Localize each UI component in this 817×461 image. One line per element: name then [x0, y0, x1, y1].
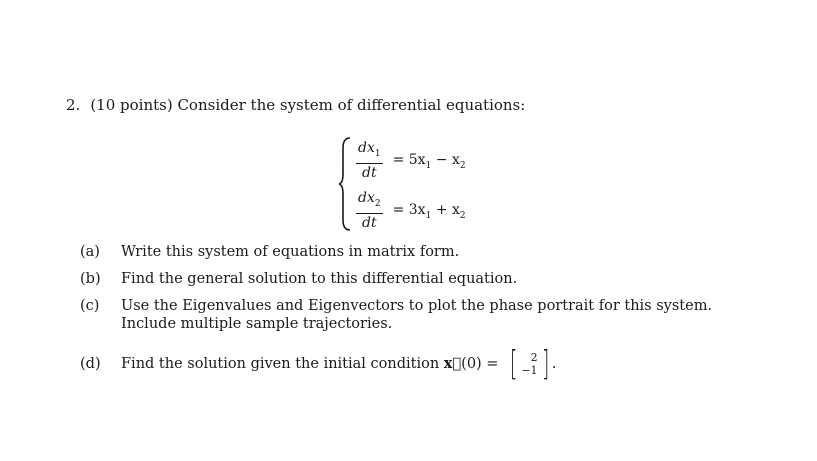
- part-text: Find the general solution to this differential equation.: [121, 271, 518, 287]
- part-label: (c): [80, 298, 100, 314]
- left-brace-icon: [338, 136, 352, 232]
- part-text: Write this system of equations in matrix form.: [121, 244, 460, 260]
- derivative-dx1-dt: $\frac{dx_1}{dt}$: [358, 140, 381, 181]
- equation-2-rhs: = $3x_1 + x_2$: [392, 201, 466, 221]
- matrix-entry-1: 2: [530, 351, 538, 364]
- equation-system: [338, 136, 518, 232]
- part-label: (a): [80, 244, 100, 260]
- vector-x-symbol: x⃗: [443, 355, 462, 372]
- part-label: (b): [80, 271, 101, 287]
- problem-parts: [80, 243, 721, 390]
- problem-header: [66, 96, 525, 114]
- equation-1: [356, 140, 466, 182]
- right-bracket-icon: ]: [541, 344, 549, 384]
- part-text: Use the Eigenvalues and Eigenvectors to plot the phase portrait for this system. Include multiple sample trajectories.: [121, 298, 713, 332]
- part-text: Find the solution given the initial condition x⃗(0) = [ 2 −1 ] .: [121, 344, 557, 384]
- equation-2: [356, 190, 466, 232]
- equation-1-rhs: = $5x_1 - x_2$: [392, 151, 466, 171]
- left-bracket-icon: [: [510, 344, 518, 384]
- matrix-entry-2: −1: [521, 364, 538, 377]
- part-c: [80, 297, 721, 333]
- part-d: [80, 344, 721, 384]
- part-b: [80, 270, 721, 288]
- initial-condition-matrix: [507, 344, 552, 384]
- part-a: [80, 243, 721, 261]
- problem-statement: (10 points) Consider the system of differential equations:: [90, 96, 526, 114]
- derivative-dx2-dt: $\frac{dx_2}{dt}$: [358, 190, 381, 231]
- part-label: (d): [80, 356, 101, 372]
- problem-number: 2.: [66, 96, 81, 114]
